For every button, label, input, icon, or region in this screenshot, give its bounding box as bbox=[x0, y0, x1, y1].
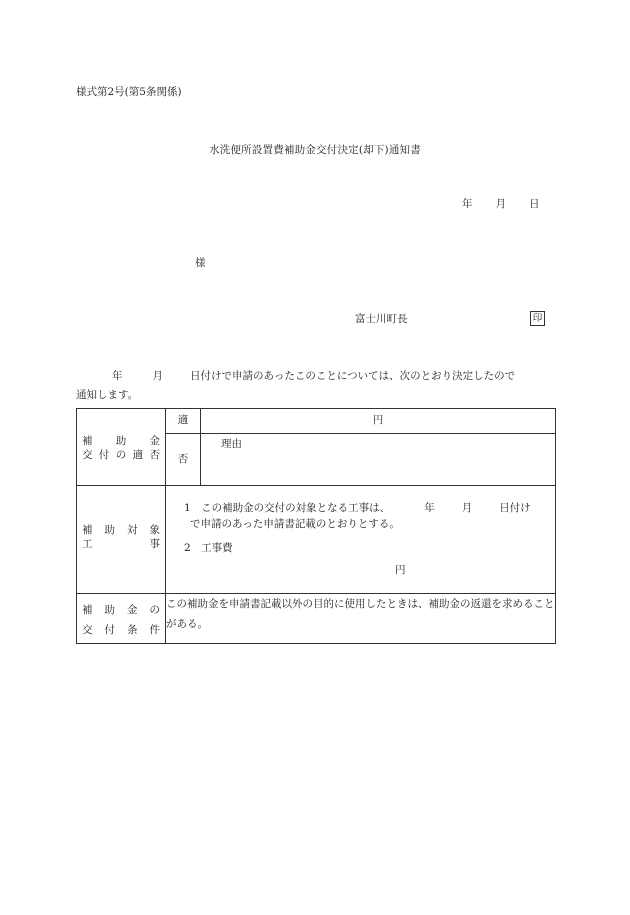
decision-table bbox=[76, 408, 556, 644]
item1-line1: 1 この補助金の交付の対象となる工事は、 年 月 日付け bbox=[184, 502, 531, 514]
reason-label: 理由 bbox=[221, 438, 242, 450]
label-target-work bbox=[77, 486, 166, 594]
label-grant-conditions bbox=[77, 594, 166, 644]
label-grant-approval-line2: 交 付 の 適 否 bbox=[82, 448, 160, 461]
target-work-cell bbox=[166, 486, 556, 594]
label-grant-approval-line1: 補 助 金 bbox=[82, 435, 160, 447]
label-grant-conditions-line1: 補 助 金 の bbox=[82, 604, 160, 616]
deny-mark: 否 bbox=[166, 434, 201, 486]
label-target-work-line1: 補 助 対 象 bbox=[82, 524, 160, 536]
approve-mark: 適 bbox=[166, 409, 201, 434]
document-title: 水洗便所設置費補助金交付決定(却下)通知書 bbox=[209, 144, 421, 156]
item2-work-cost: 2 工事費 bbox=[184, 542, 233, 554]
date-year: 年 bbox=[462, 198, 473, 210]
grant-conditions-text: この補助金を申請書記載以外の目的に使用したときは、補助金の返還を求めることがある。 bbox=[166, 594, 556, 644]
reason-cell bbox=[201, 434, 556, 486]
date-month: 月 bbox=[495, 198, 506, 210]
label-target-work-line2: 工 事 bbox=[82, 537, 160, 550]
form-number: 様式第2号(第5条関係) bbox=[76, 86, 182, 98]
issuer-name: 富士川町長 bbox=[355, 313, 408, 325]
intro-text-a: 日付けで申請のあったこのことについては、次のとおり決定したので bbox=[190, 370, 516, 382]
seal-mark: 印 bbox=[530, 311, 545, 326]
issue-date bbox=[462, 198, 540, 212]
addressee-suffix: 様 bbox=[195, 257, 206, 269]
label-grant-approval bbox=[77, 409, 166, 486]
grant-amount-unit: 円 bbox=[201, 409, 556, 434]
intro-month: 月 bbox=[152, 370, 163, 382]
date-day: 日 bbox=[529, 198, 540, 210]
work-cost-unit: 円 bbox=[395, 564, 406, 576]
item1-line2: で申請のあった申請書記載のとおりとする。 bbox=[190, 518, 400, 530]
label-grant-conditions-line2: 交 付 条 件 bbox=[82, 624, 160, 636]
intro-text-b: 通知します。 bbox=[76, 389, 139, 401]
intro-paragraph bbox=[76, 367, 556, 405]
intro-year: 年 bbox=[112, 370, 123, 382]
